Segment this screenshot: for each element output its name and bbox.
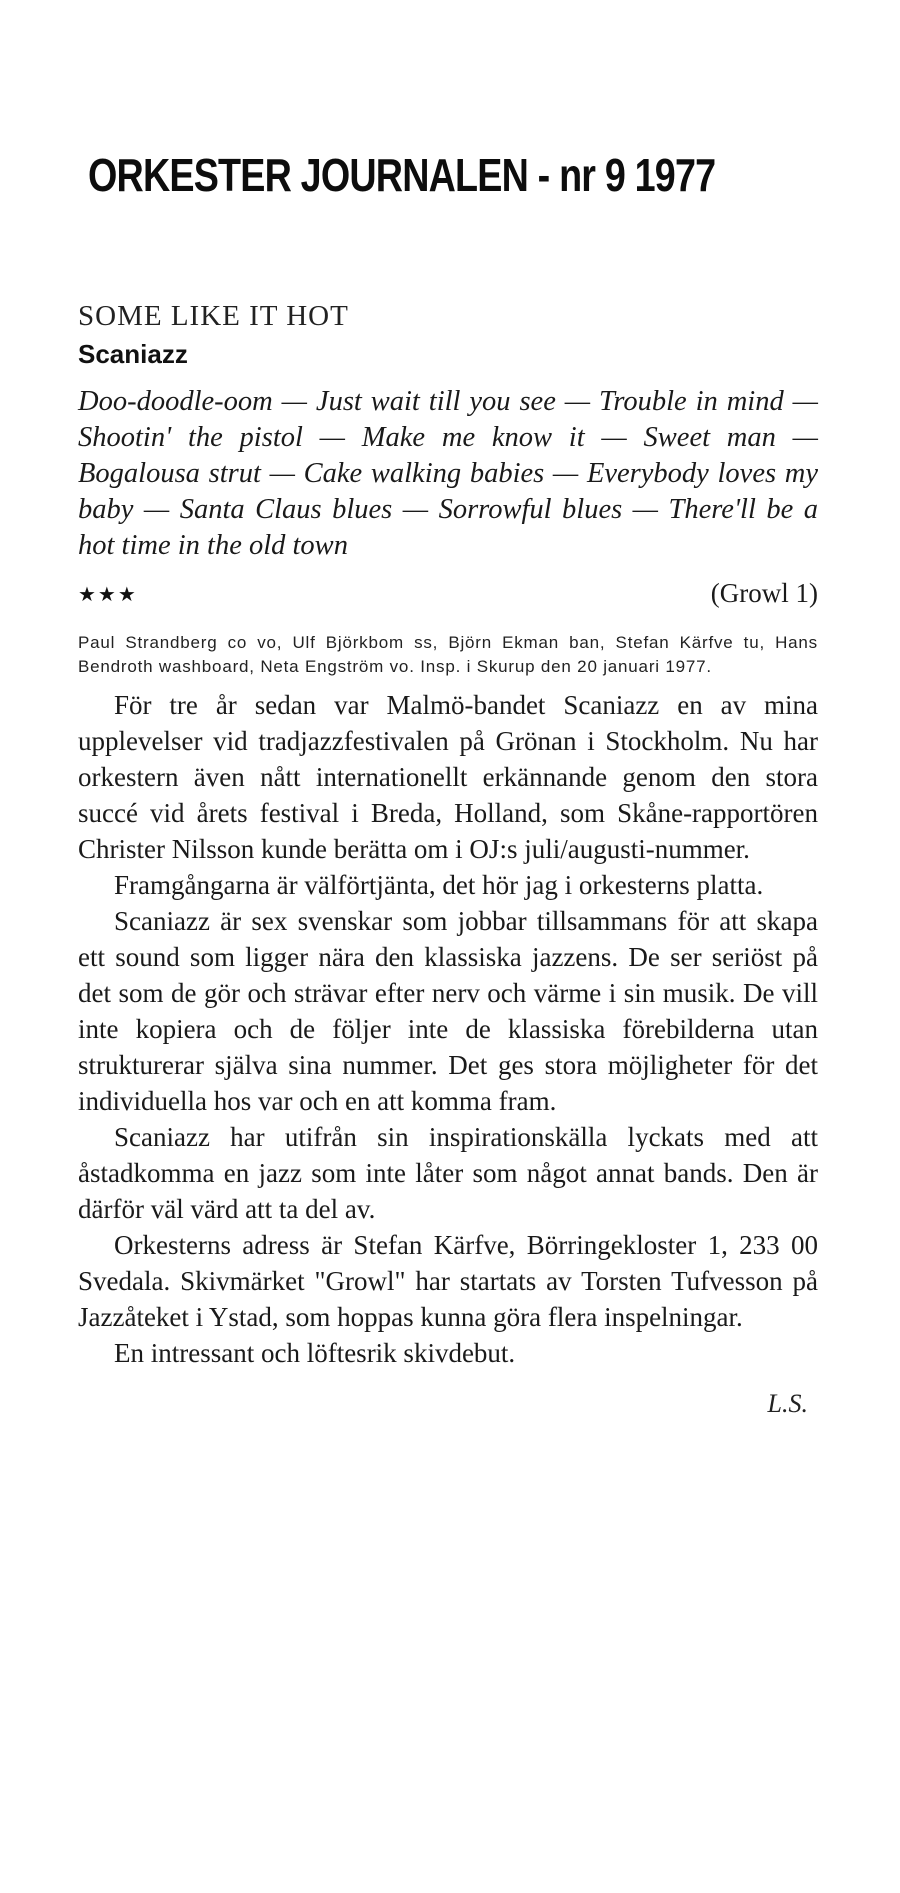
band-name: Scaniazz [78, 339, 188, 369]
review-paragraph: För tre år sedan var Malmö-bandet Scaniazz en av mina upplevelser vid tradjazzfestivalen på Grönan i Stockholm. Nu har orkestern även nått internationellt erkännande genom den stora succé vid årets festival i Breda, Holland, som Skåne-rapportören Christer Nilsson kunde berätta om i OJ:s juli/augusti-nummer. [78, 690, 818, 864]
personnel-credits: Paul Strandberg co vo, Ulf Björkbom ss, Björn Ekman ban, Stefan Kärfve tu, Hans Bendroth washboard, Neta Engström vo. Insp. i Skurup den 20 januari 1977. [78, 633, 818, 676]
review-paragraph: Scaniazz är sex svenskar som jobbar tillsammans för att skapa ett sound som ligger nära den klassiska jazzens. De ser seriöst på det som de gör och strävar efter nerv och värme i sin musik. De vill inte kopiera och de följer inte de klassiska förebilderna utan strukturerar själva sina nummer. Det ges stora möjligheter för det individuella hos var och en att komma fram. [78, 906, 818, 1116]
author-signature: L.S. [767, 1389, 808, 1418]
review-body [78, 687, 818, 1371]
track-list: Doo-doodle-oom — Just wait till you see — Trouble in mind — Shootin' the pistol — Make me know it — Sweet man — Bogalousa strut — Cake walking babies — Everybody loves my baby — Santa Claus blues — Sorrowful blues — There'll be a hot time in the old town [78, 386, 818, 561]
star-rating: ★★★ [78, 581, 138, 606]
rating-row [78, 578, 818, 609]
review-paragraph: En intressant och löftesrik skivdebut. [114, 1338, 516, 1368]
review-paragraph: Scaniazz har utifrån sin inspirationskälla lyckats med att åstadkomma en jazz som inte låter som något annat bands. Den är därför väl värd att ta del av. [78, 1122, 818, 1224]
review-clipping [78, 300, 818, 1419]
record-label: (Growl 1) [710, 578, 818, 608]
page-title: ORKESTER JOURNALEN - nr 9 1977 [88, 149, 716, 201]
review-paragraph: Framgångarna är välförtjänta, det hör jag i orkesterns platta. [114, 870, 764, 900]
record-title: SOME LIKE IT HOT [78, 300, 349, 332]
review-paragraph: Orkesterns adress är Stefan Kärfve, Börringekloster 1, 233 00 Svedala. Skivmärket "Growl" har startats av Torsten Tufvesson på Jazzåteket i Ystad, som hoppas kunna göra flera inspelningar. [78, 1230, 818, 1332]
